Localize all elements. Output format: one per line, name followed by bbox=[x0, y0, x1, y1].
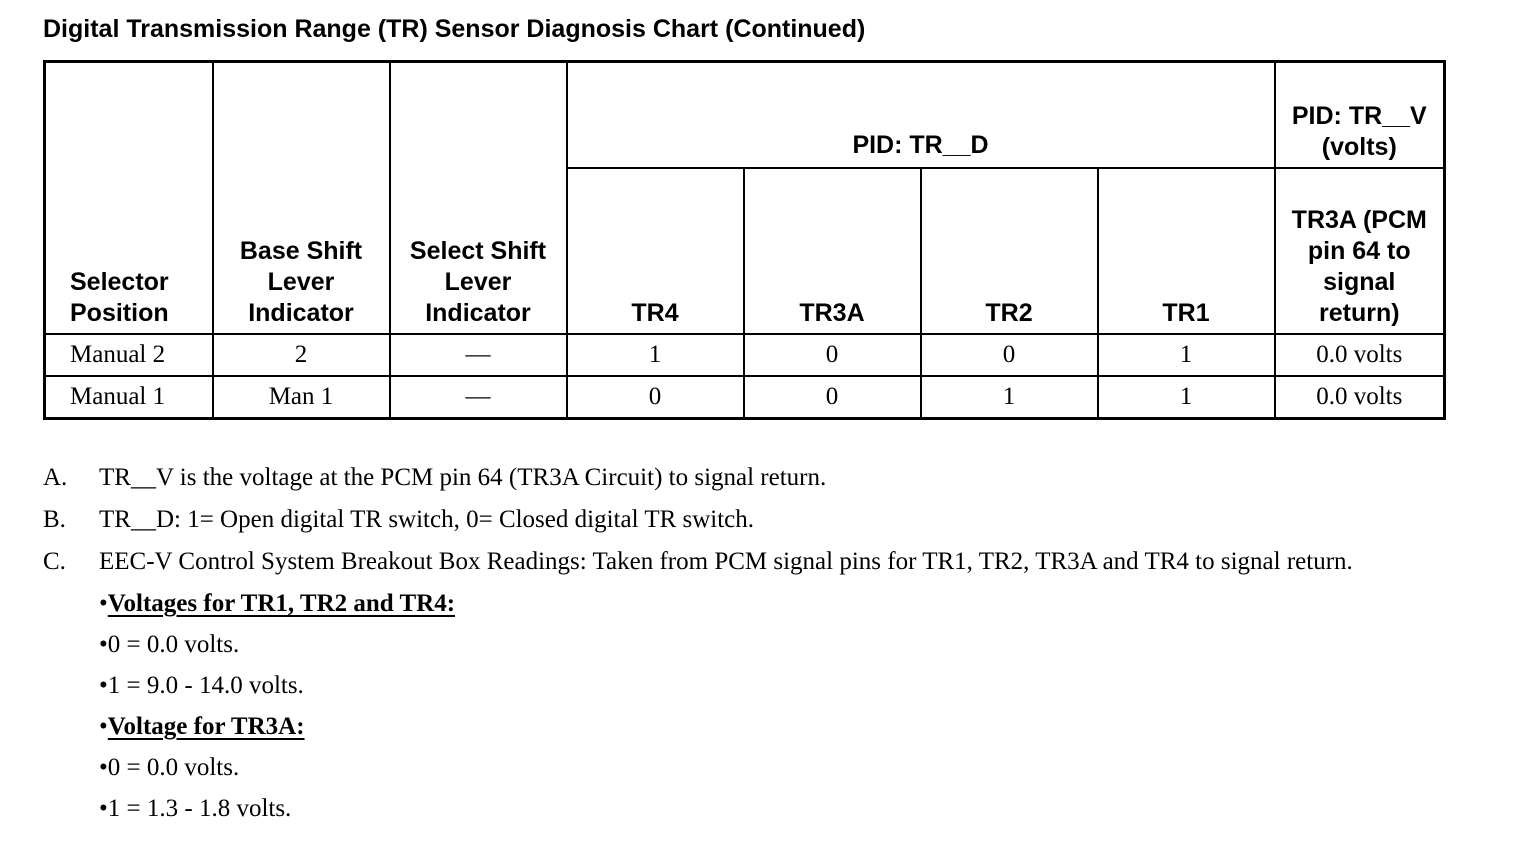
page-title: Digital Transmission Range (TR) Sensor Diagnosis Chart (Continued) bbox=[43, 15, 866, 43]
note-c bbox=[43, 546, 1423, 577]
bullet: • bbox=[99, 631, 108, 658]
note-a bbox=[43, 462, 1423, 493]
cell-tr3a: 0 bbox=[744, 334, 921, 376]
cell-select-shift: — bbox=[390, 334, 567, 376]
voltage-item bbox=[99, 629, 1423, 660]
voltage-list bbox=[99, 588, 1423, 824]
voltage-heading-tr3a bbox=[99, 711, 1423, 742]
table-row bbox=[45, 376, 1445, 419]
voltage-item-text: 0 = 0.0 volts. bbox=[107, 754, 240, 781]
voltage-item bbox=[99, 752, 1423, 783]
bullet: • bbox=[99, 795, 108, 822]
note-text: TR__D: 1= Open digital TR switch, 0= Closed digital TR switch. bbox=[99, 506, 755, 533]
cell-tr2: 1 bbox=[921, 376, 1098, 419]
cell-selector: Manual 1 bbox=[45, 376, 213, 419]
header-tr3a: TR3A bbox=[744, 168, 921, 334]
cell-tr4: 1 bbox=[567, 334, 744, 376]
header-selector-position: Selector Position bbox=[45, 62, 213, 335]
cell-base-shift: Man 1 bbox=[213, 376, 390, 419]
note-letter: B. bbox=[43, 506, 66, 533]
header-tr4: TR4 bbox=[567, 168, 744, 334]
note-letter: C. bbox=[43, 548, 66, 575]
cell-volts: 0.0 volts bbox=[1275, 376, 1445, 419]
voltage-item bbox=[99, 793, 1423, 824]
cell-volts: 0.0 volts bbox=[1275, 334, 1445, 376]
header-pid-tr-v: PID: TR__V (volts) bbox=[1275, 62, 1445, 169]
voltage-heading-text: Voltage for TR3A: bbox=[107, 713, 305, 740]
header-pid-tr-d: PID: TR__D bbox=[567, 62, 1275, 169]
voltage-item bbox=[99, 670, 1423, 701]
bullet: • bbox=[99, 754, 108, 781]
voltage-item-text: 0 = 0.0 volts. bbox=[107, 631, 240, 658]
cell-base-shift: 2 bbox=[213, 334, 390, 376]
voltage-heading-text: Voltages for TR1, TR2 and TR4: bbox=[107, 590, 456, 617]
note-text: TR__V is the voltage at the PCM pin 64 (TR3A Circuit) to signal return. bbox=[99, 464, 827, 491]
cell-tr4: 0 bbox=[567, 376, 744, 419]
cell-tr1: 1 bbox=[1098, 334, 1275, 376]
bullet: • bbox=[99, 672, 108, 699]
table-row bbox=[45, 334, 1445, 376]
note-b bbox=[43, 504, 1423, 535]
bullet: • bbox=[99, 713, 108, 740]
cell-tr1: 1 bbox=[1098, 376, 1275, 419]
header-tr3a-pcm-pin: TR3A (PCM pin 64 to signal return) bbox=[1275, 168, 1445, 334]
cell-selector: Manual 2 bbox=[45, 334, 213, 376]
header-tr1: TR1 bbox=[1098, 168, 1275, 334]
note-text: EEC-V Control System Breakout Box Readings: Taken from PCM signal pins for TR1, TR2, TR3A and TR4 to signal return. bbox=[99, 548, 1353, 575]
cell-tr3a: 0 bbox=[744, 376, 921, 419]
bullet: • bbox=[99, 590, 108, 617]
voltage-item-text: 1 = 1.3 - 1.8 volts. bbox=[107, 795, 292, 822]
header-base-shift-lever: Base Shift Lever Indicator bbox=[213, 62, 390, 335]
diagnosis-table bbox=[43, 60, 1446, 420]
voltage-heading-tr1-tr2-tr4 bbox=[99, 588, 1423, 619]
header-tr2: TR2 bbox=[921, 168, 1098, 334]
note-letter: A. bbox=[43, 464, 68, 491]
voltage-item-text: 1 = 9.0 - 14.0 volts. bbox=[107, 672, 304, 699]
cell-select-shift: — bbox=[390, 376, 567, 419]
cell-tr2: 0 bbox=[921, 334, 1098, 376]
header-select-shift-lever: Select Shift Lever Indicator bbox=[390, 62, 567, 335]
notes-section bbox=[43, 462, 1423, 834]
